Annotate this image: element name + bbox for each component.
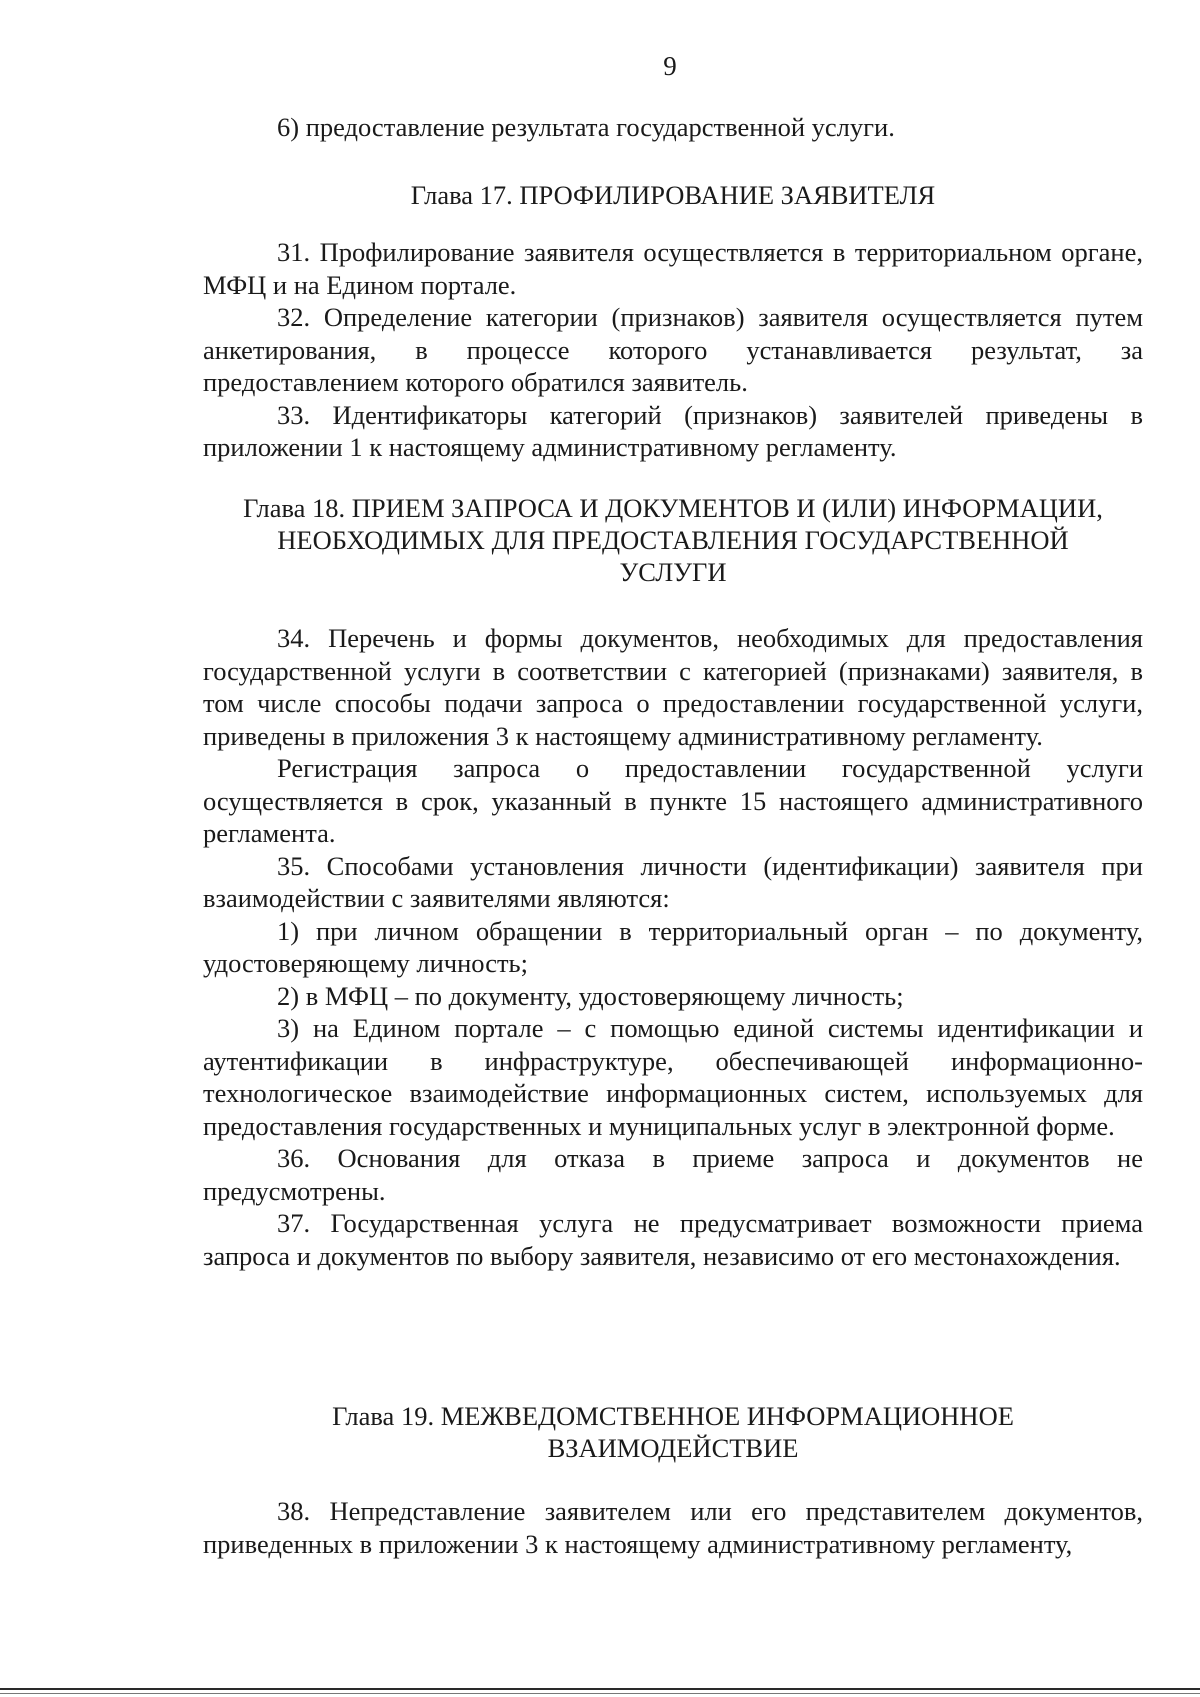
paragraph-38: 38. Непредставление заявителем или его представителем документов, приведенных в приложении 3 к настоящему административному регламенту,	[203, 1496, 1143, 1559]
paragraph-31: 31. Профилирование заявителя осуществляется в территориальном органе, МФЦ и на Едином портале.	[203, 237, 1143, 300]
chapter-18-title-line-1: Глава 18. ПРИЕМ ЗАПРОСА И ДОКУМЕНТОВ И (ИЛИ) ИНФОРМАЦИИ,	[243, 493, 1103, 523]
page-number: 9	[663, 51, 677, 81]
chapter-18-title-line-2: НЕОБХОДИМЫХ ДЛЯ ПРЕДОСТАВЛЕНИЯ ГОСУДАРСТВЕННОЙ	[277, 525, 1069, 555]
chapter-17-title: Глава 17. ПРОФИЛИРОВАНИЕ ЗАЯВИТЕЛЯ	[410, 180, 936, 210]
paragraph-32: 32. Определение категории (признаков) заявителя осуществляется путем анкетирования, в процессе которого устанавливается результат, за предоставлением которого обратился заявитель.	[203, 302, 1143, 397]
paragraph-35-item-2: 2) в МФЦ – по документу, удостоверяющему личность;	[277, 980, 904, 1011]
item-6-block	[203, 111, 1143, 144]
scan-bottom-edge-shadow	[0, 1693, 1200, 1694]
paragraph-35: 35. Способами установления личности (идентификации) заявителя при взаимодействии с заявителями являются:	[203, 850, 1143, 913]
paragraph-registration: Регистрация запроса о предоставлении государственной услуги осуществляется в срок, указанный в пункте 15 настоящего административного регламента.	[203, 753, 1143, 848]
paragraph-34: 34. Перечень и формы документов, необходимых для предоставления государственной услуги в соответствии с категорией (признаками) заявителя, в том числе способы подачи запроса о предоставлении государственной услуги, приведены в приложения 3 к настоящему административному регламенту.	[203, 623, 1143, 751]
chapter-18-title	[203, 492, 1143, 588]
chapter-19-title-line-1: Глава 19. МЕЖВЕДОМСТВЕННОЕ ИНФОРМАЦИОННОЕ	[332, 1401, 1014, 1431]
chapter-19-title	[203, 1400, 1143, 1464]
paragraph-item-6: 6) предоставление результата государственной услуги.	[277, 112, 895, 142]
paragraph-37: 37. Государственная услуга не предусматривает возможности приема запроса и документов по выбору заявителя, независимо от его местонахождения.	[203, 1208, 1143, 1271]
scan-bottom-edge	[0, 1688, 1200, 1690]
paragraph-36: 36. Основания для отказа в приеме запроса и документов не предусмотрены.	[203, 1143, 1143, 1206]
chapter-17-body	[203, 236, 1143, 464]
paragraph-33: 33. Идентификаторы категорий (признаков) заявителей приведены в приложении 1 к настоящему административному регламенту.	[203, 399, 1143, 462]
chapter-19-body	[203, 1495, 1143, 1560]
chapter-18-title-line-3: УСЛУГИ	[619, 557, 727, 587]
chapter-18-body	[203, 622, 1143, 1272]
paragraph-35-item-3: 3) на Едином портале – с помощью единой системы идентификации и аутентификации в инфраструктуре, обеспечивающей информационно-технологическое взаимодействие информационных систем, используемых для предоставления государственных и муниципальных услуг в электронной форме.	[203, 1013, 1143, 1141]
paragraph-35-item-1: 1) при личном обращении в территориальный орган – по документу, удостоверяющему личность;	[203, 915, 1143, 978]
chapter-19-title-line-2: ВЗАИМОДЕЙСТВИЕ	[547, 1433, 799, 1463]
